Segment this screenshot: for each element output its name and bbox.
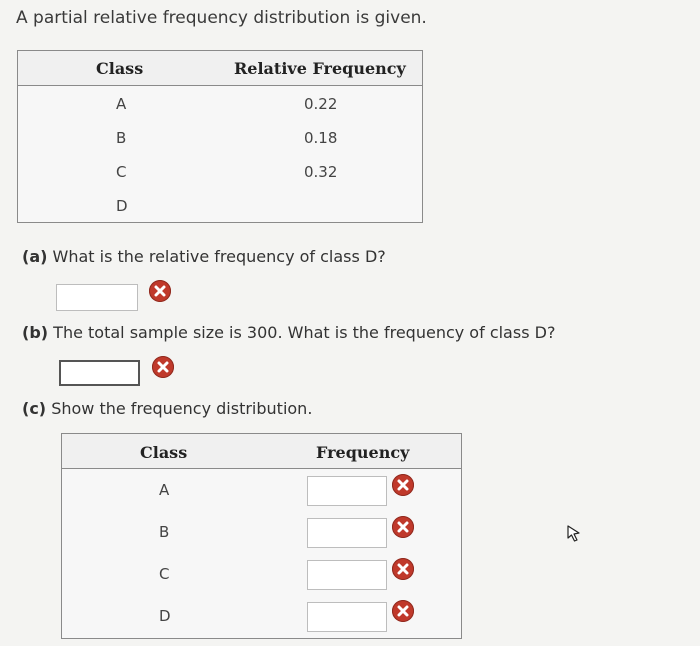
question-a xyxy=(22,247,386,266)
table-row-relfreq: 0.32 xyxy=(304,163,338,181)
table-row-relfreq: 0.18 xyxy=(304,129,338,147)
frequency-input-d[interactable] xyxy=(307,602,387,632)
table-row-class: A xyxy=(116,95,127,113)
table-header xyxy=(62,434,461,469)
x-circle-icon xyxy=(149,280,171,302)
question-c-text: Show the frequency distribution. xyxy=(51,399,313,418)
x-circle-icon xyxy=(392,558,414,580)
x-circle-icon xyxy=(152,356,174,378)
header-class: Class xyxy=(96,59,144,78)
answer-a-input[interactable] xyxy=(56,284,138,311)
frequency-input-c[interactable] xyxy=(307,560,387,590)
question-a-label: (a) xyxy=(22,247,48,266)
table-row-class: C xyxy=(116,163,127,181)
table-row-class: A xyxy=(159,481,170,499)
relative-frequency-table xyxy=(17,50,423,223)
intro-text: A partial relative frequency distribution is given. xyxy=(16,8,427,28)
answer-b-input[interactable] xyxy=(59,360,140,386)
question-c-label: (c) xyxy=(22,399,47,418)
table-row-relfreq: 0.22 xyxy=(304,95,338,113)
mouse-pointer-icon xyxy=(566,524,582,546)
x-circle-icon xyxy=(392,600,414,622)
table-header xyxy=(18,51,422,86)
frequency-input-a[interactable] xyxy=(307,476,387,506)
table-row-class: D xyxy=(159,607,171,625)
header-frequency: Frequency xyxy=(316,443,410,462)
question-b-label: (b) xyxy=(22,323,49,342)
question-a-text: What is the relative frequency of class D? xyxy=(52,247,386,266)
header-class: Class xyxy=(140,443,188,462)
question-c xyxy=(22,399,312,418)
question-b-text: The total sample size is 300. What is the frequency of class D? xyxy=(53,323,556,342)
x-circle-icon xyxy=(392,516,414,538)
question-b xyxy=(22,323,555,342)
x-circle-icon xyxy=(392,474,414,496)
table-row-class: C xyxy=(159,565,170,583)
table-row-class: B xyxy=(116,129,127,147)
table-row-class: B xyxy=(159,523,170,541)
table-row-class: D xyxy=(116,197,128,215)
frequency-input-b[interactable] xyxy=(307,518,387,548)
header-relative-frequency: Relative Frequency xyxy=(234,59,406,78)
